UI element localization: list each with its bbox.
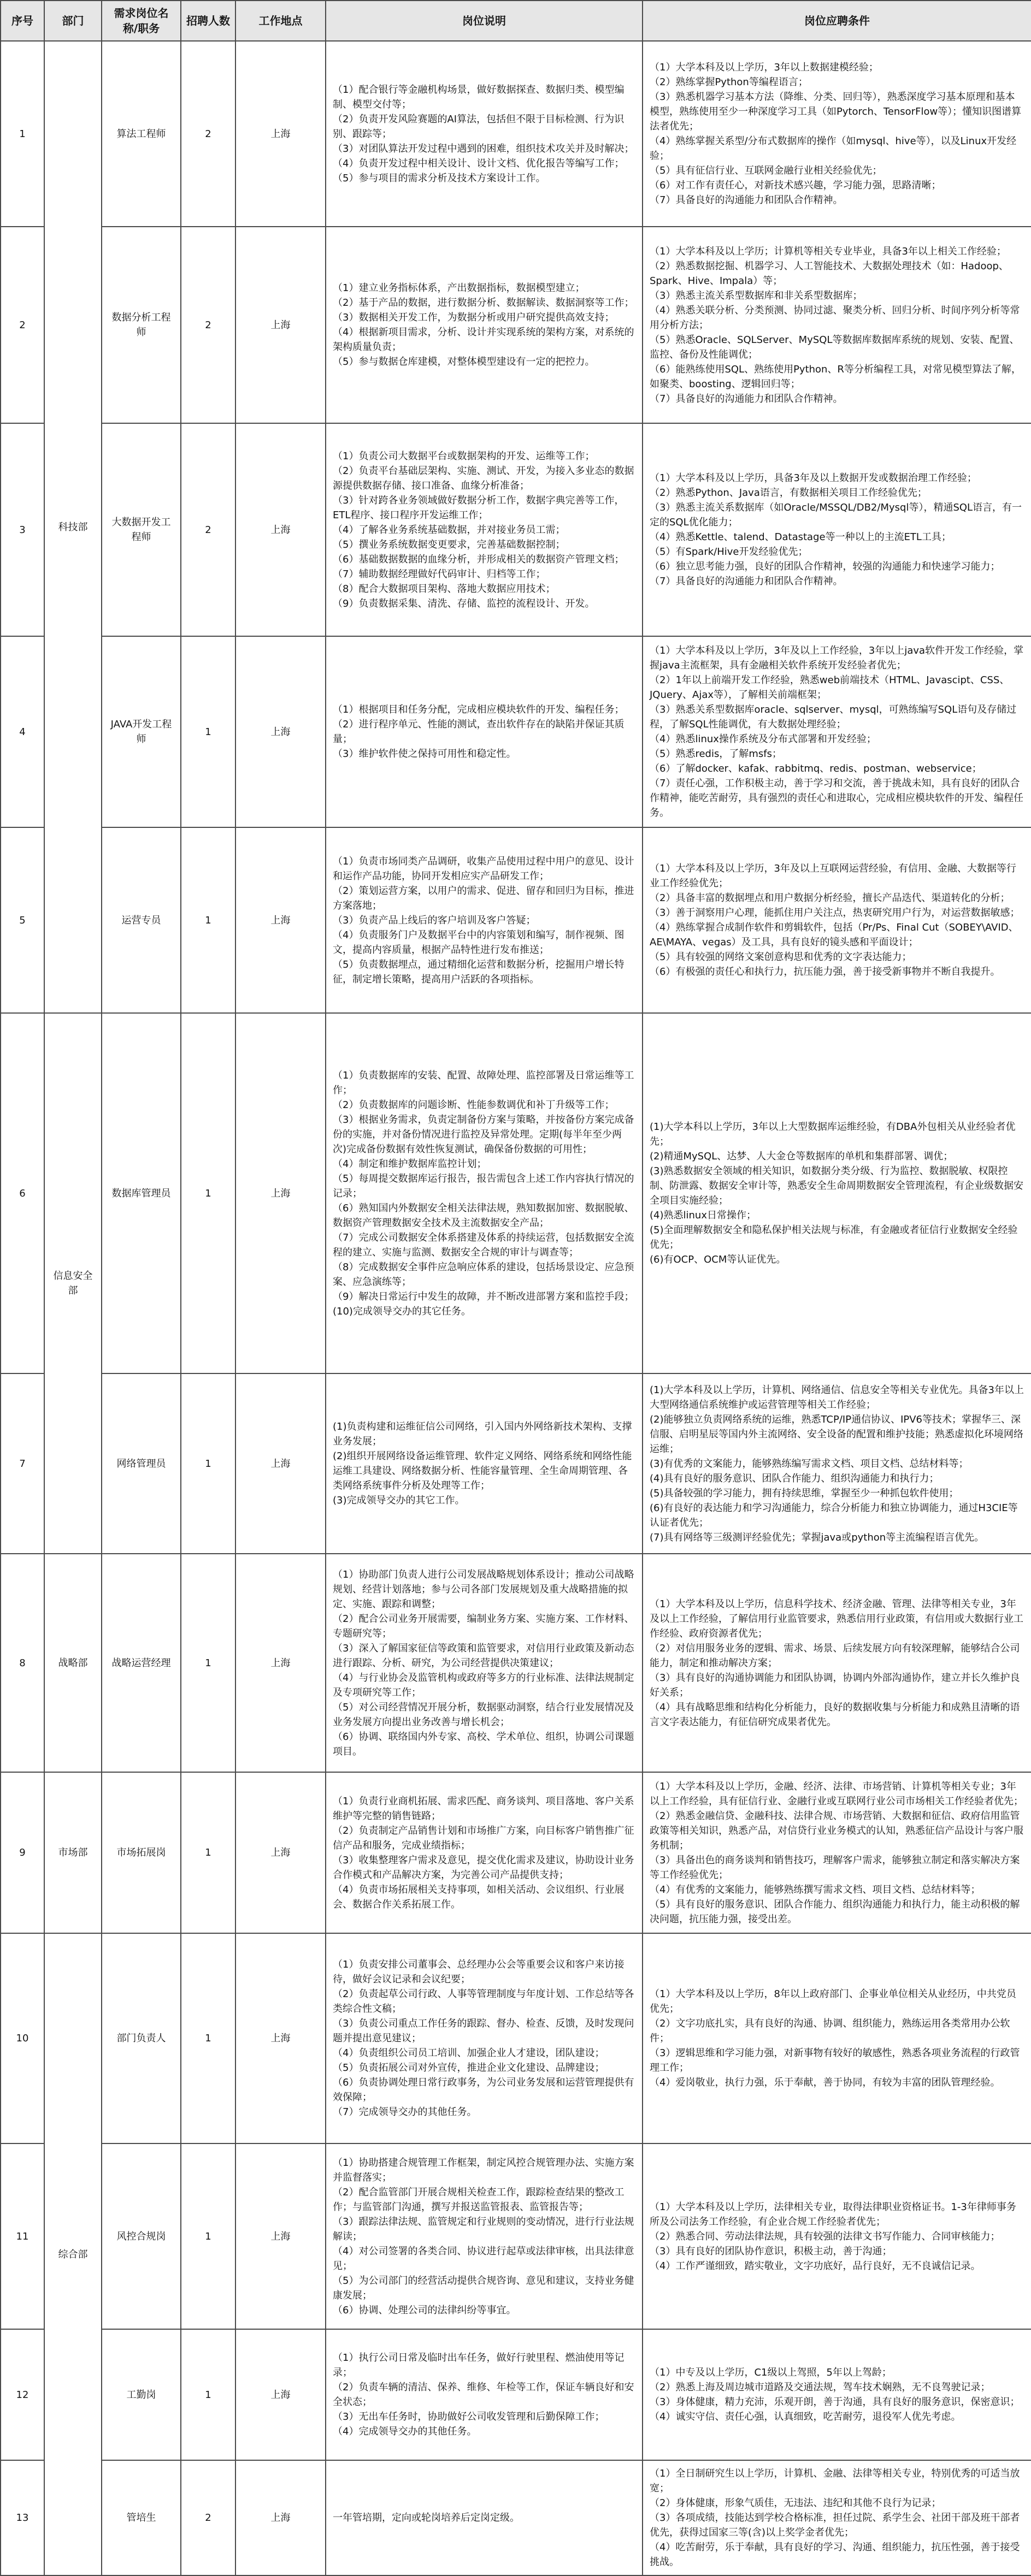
row-number: 6 (1, 1013, 44, 1373)
headcount: 2 (181, 2460, 235, 2575)
job-description-line: （3）跟踪法律法规、监管规定和行业规则的变动情况，进行行业法规解读； (333, 2216, 634, 2242)
table-row (1, 1554, 1031, 1772)
row-number: 3 (1, 423, 44, 636)
job-description-lines (333, 1068, 635, 1319)
position-name: 算法工程师 (102, 41, 181, 227)
work-location: 上海 (235, 636, 326, 827)
job-description-line: （4）制定和维护数据库监控计划； (333, 1158, 487, 1170)
job-description-line: （1）负责行业商机拓展、需求匹配、商务谈判、项目落地、客户关系维护等完整的销售链路； (333, 1795, 634, 1822)
table-row (1, 636, 1031, 827)
job-description-line: （7）辅助数据经理做好代码审计、归档等工作； (333, 568, 546, 580)
job-description-line: （2）负责起草公司行政、人事等管理制度与年度计划、工作总结等各类综合性文稿； (333, 1988, 634, 2015)
job-description (326, 1933, 643, 2143)
job-requirements-line: （2）熟悉Python、Java语言，有数据相关项目工作经验优先； (650, 487, 927, 499)
header-position: 需求岗位名称/职务 (102, 1, 181, 41)
job-requirements-lines (650, 1383, 1024, 1545)
job-description-line: （3）维护软件使之保持可用性和稳定性。 (333, 748, 516, 760)
job-requirements-line: (6)有良好的表达能力和学习沟通能力，综合分析能力和独立协调能力，通过H3CIE等认证者优先； (650, 1502, 1018, 1529)
job-description-line: （5）对公司经营情况开展分析，数据驱动洞察，结合行业发展情况及业务发展方向提出业务改善与增长机会； (333, 1701, 634, 1728)
job-requirements-line: （5）具有良好的服务意识、团队合作能力、组织沟通能力和执行力，能主动积极的解决问题，抗压能力强，接受出差。 (650, 1898, 1020, 1925)
headcount: 1 (181, 1933, 235, 2143)
job-description-line: （5）参与数据仓库建模，对整体模型建设有一定的把控力。 (333, 356, 595, 368)
table-row (1, 2460, 1031, 2575)
job-requirements (643, 1772, 1031, 1933)
job-requirements-line: （6）了解docker、kafak、rabbitmq、redis、postman、webservice； (650, 763, 982, 774)
job-requirements-line: （5）具有较强的网络文案创意构思和优秀的文字表达能力； (650, 951, 912, 963)
job-description-line: （6）负责协调处理日常行政事务，为公司业务发展和运营管理提供有效保障； (333, 2077, 634, 2103)
job-description-lines (333, 854, 635, 987)
table-row (1, 423, 1031, 636)
job-requirements-line: （1）大学本科及以上学历，信息科学技术、经济金融、管理、法律等相关专业，3年及以上工作经验，了解信用行业监管要求，熟悉信用行业政策，有信用或大数据行业工作经验、政府资源者优先； (650, 1598, 1023, 1639)
job-description-line: (10)完成领导交办的其它任务。 (333, 1305, 471, 1317)
headcount: 1 (181, 1013, 235, 1373)
department-cell: 战略部 (44, 1554, 102, 1772)
work-location: 上海 (235, 1772, 326, 1933)
job-requirements-line: (2)精通MySQL、达梦、人大金仓等数据库的单机和集群部署、调优； (650, 1151, 953, 1162)
work-location: 上海 (235, 2329, 326, 2460)
headcount: 1 (181, 636, 235, 827)
job-description-lines (333, 281, 635, 369)
job-requirements-line: （7）具备良好的沟通能力和团队合作精神。 (650, 194, 843, 206)
job-requirements-line: (7)具有网络等三级测评经验优先；掌握java或python等主流编程语言优先。 (650, 1531, 985, 1543)
row-number: 1 (1, 41, 44, 227)
job-requirements (643, 227, 1031, 423)
job-requirements-line: （4）爱岗敬业，执行力强，乐于奉献，善于协同，有较为丰富的团队管理经验。 (650, 2077, 1000, 2088)
job-description-line: （4）了解各业务系统基础数据，并对接业务员工需； (333, 524, 565, 536)
job-description (326, 1373, 643, 1554)
job-requirements-line: （4）有优秀的文案能力，能够熟练撰写需求文档、项目文档、总结材料等； (650, 1884, 981, 1896)
job-description (326, 827, 643, 1013)
job-requirements (643, 636, 1031, 827)
job-requirements-line: （2）熟练掌握Python等编程语言； (650, 76, 808, 88)
headcount: 1 (181, 1772, 235, 1933)
job-requirements-line: （2）文字功底扎实，具有良好的沟通、协调、组织能力，熟练运用各类常用办公软件； (650, 2018, 1010, 2044)
table-row (1, 1933, 1031, 2143)
job-requirements-line: (4)熟悉linux日常操作； (650, 1210, 756, 1221)
job-description-line: （3）根据业务需求，负责定制备份方案与策略，并按备份方案完成备份的实施，并对备份情况进行监控及异常处理。定期(每半年至少两次)完成备份数据有效性恢复测试，确保备份数据的可用性； (333, 1114, 634, 1155)
row-number: 8 (1, 1554, 44, 1772)
job-requirements-line: （4）工作严谨细致，踏实敬业，文字功底好，品行良好，无不良诚信记录。 (650, 2260, 981, 2272)
job-requirements-line: （1）全日制研究生以上学历，计算机、金融、法律等相关专业，特别优秀的可适当放宽； (650, 2468, 1020, 2494)
row-number: 11 (1, 2143, 44, 2329)
job-requirements-line: (5)具备较强的学习能力，拥有持续思维，掌握至少一种抓包软件使用； (650, 1487, 959, 1499)
job-description-line: （4）与行业协会及监管机构或政府等多方的行业标准、法律法规制定及专项研究等工作； (333, 1672, 634, 1698)
table-row (1, 827, 1031, 1013)
job-description-line: （3）对团队算法开发过程中遇到的困难，组织技术攻关并及时解决； (333, 143, 634, 155)
job-requirements-lines (650, 1987, 1024, 2090)
job-description-line: （5）参与项目的需求分析及技术方案设计工作。 (333, 172, 546, 184)
job-requirements (643, 2329, 1031, 2460)
job-requirements (643, 1933, 1031, 2143)
job-description-lines (333, 449, 635, 611)
headcount: 1 (181, 1554, 235, 1772)
row-number: 7 (1, 1373, 44, 1554)
table-row (1, 41, 1031, 227)
table-row (1, 1373, 1031, 1554)
work-location: 上海 (235, 41, 326, 227)
job-requirements-lines (650, 244, 1024, 406)
work-location: 上海 (235, 423, 326, 636)
job-requirements-line: （3）熟悉主流关系型数据库和非关系型数据库； (650, 289, 863, 301)
job-description-line: （2）配合监管部门开展合规相关检查工作，跟踪检查结果的整改工作；与监管部门沟通，撰写并报送监管报表、监管报告等； (333, 2186, 625, 2213)
job-requirements-line: （6）独立思考能力强，良好的团队合作精神，较强的沟通能力和快速学习能力； (650, 561, 1000, 572)
job-requirements-line: （3）身体健康，精力充沛，乐观开朗，善于沟通，具有良好的服务意识，保密意识； (650, 2396, 1020, 2408)
job-requirements-lines (650, 60, 1024, 208)
job-description-line: （4）负责组织公司员工培训、加强企业人才建设，团队建设； (333, 2047, 605, 2059)
job-description-line: （8）完成数据安全事件应急响应体系的建设，包括场景设定、应急预案、应急演练等； (333, 1261, 634, 1288)
job-description-line: （4）负责服务门户及数据平台中的内容策划和编写，制作视频、图文，提高内容质量，根据产品特性进行发布推送； (333, 929, 625, 956)
job-requirements-line: （1）大学本科及以上学历，8年以上政府部门、企事业单位相关从业经历，中共党员优先； (650, 1988, 1016, 2015)
job-requirements (643, 1554, 1031, 1772)
job-requirements-line: （4）诚实守信、责任心强，认真细致，吃苦耐劳，退役军人优先考虑。 (650, 2411, 961, 2423)
job-description-line: （4）根据新项目需求，分析、设计并实现系统的架构方案，对系统的架构质量负责； (333, 327, 634, 353)
job-description-line: （3）负责公司重点工作任务的跟踪、督办、检查、反馈，及时发现问题并提出意见建议； (333, 2018, 634, 2044)
job-description-line: （1）负责安排公司董事会、总经理办公会等重要会议和客户来访接待，做好会议记录和会议纪要； (333, 1959, 625, 1985)
job-description-lines (333, 1419, 635, 1508)
job-description-line: （1）配合银行等金融机构场景，做好数据探查、数据归类、模型编制、模型交付等； (333, 84, 625, 110)
job-requirements (643, 1373, 1031, 1554)
job-requirements-lines (650, 2200, 1024, 2273)
table-row (1, 2329, 1031, 2460)
work-location: 上海 (235, 1554, 326, 1772)
job-description-line: （9）解决日常运行中发生的故障，并不断改进部署方案和监控手段； (333, 1290, 634, 1302)
job-description-line: （3）深入了解国家征信等政策和监管要求，对信用行业政策及新动态进行跟踪、分析、研究，为公司经营提供决策建议； (333, 1642, 634, 1669)
job-requirements-line: （7）责任心强，工作积极主动，善于学习和交流，善于挑战未知，具有良好的团队合作精神，能吃苦耐劳，具有强烈的责任心和进取心，完成相应模块软件的开发、编程任务。 (650, 778, 1023, 819)
job-requirements-line: (3)熟悉数据安全领域的相关知识，如数据分类分级、行为监控、数据脱敏、权限控制、防泄露、数据安全审计等，熟悉安全生命周期数据安全管理流程，有企业级数据安全项目实施经验； (650, 1165, 1023, 1206)
row-number: 10 (1, 1933, 44, 2143)
job-requirements-line: （3）熟悉机器学习基本方法（降维、分类、回归等），熟悉深度学习基本原理和基本模型，熟练使用至少一种深度学习工具（如Pytorch、TensorFlow等）；懂知识图谱算法者优先； (650, 91, 1022, 132)
job-description-line: （3）针对跨各业务领域做好数据分析工作，数据字典完善等工作，ETL程序、接口程序开发运维工作； (333, 494, 625, 521)
table-row (1, 2143, 1031, 2329)
headcount: 1 (181, 2329, 235, 2460)
job-requirements-lines (650, 861, 1024, 979)
job-requirements-line: (1)大学本科及以上学历，计算机、网络通信、信息安全等相关专业优先。具备3年以上大型网络通信系统维护或运营管理等相关工作经验； (650, 1384, 1024, 1411)
job-requirements-line: （6）能熟练使用SQL、熟练使用Python、R等分析编程工具，对常见模型算法了解，如聚类、boosting、逻辑回归等； (650, 363, 1021, 390)
job-description-lines (333, 1794, 635, 1912)
job-requirements-line: （5）熟悉Oracle、SQLServer、MySQL等数据库数据库系统的规划、安装、配置、监控、备份及性能调优； (650, 334, 1020, 360)
job-requirements-line: （2）熟悉上海及周边城市道路及交通法规，驾车技术娴熟，无不良驾驶记录； (650, 2382, 991, 2393)
job-description-line: （3）收集整理客户需求及意见，提交优化需求及建议，协助设计业务合作模式和产品解决方案，为完善公司产品提供支持； (333, 1854, 634, 1881)
row-number: 4 (1, 636, 44, 827)
job-requirements-line: （7）具备良好的沟通能力和团队合作精神。 (650, 576, 843, 587)
position-name: 市场拓展岗 (102, 1772, 181, 1933)
department-cell: 科技部 (44, 41, 102, 1013)
job-description-line: （2）基于产品的数据，进行数据分析、数据解读、数据洞察等工作； (333, 297, 634, 309)
job-requirements-line: （6）对工作有责任心，对新技术感兴趣，学习能力强，思路清晰； (650, 180, 941, 191)
position-name: JAVA开发工程师 (102, 636, 181, 827)
job-description-line: （6）协调、联络国内外专家、高校、学术单位、组织，协调公司课题项目。 (333, 1731, 634, 1757)
job-requirements-line: （2）熟悉合同、劳动法律法规，具有较强的法律文书写作能力、合同审核能力； (650, 2230, 1000, 2242)
table-row (1, 227, 1031, 423)
row-number: 9 (1, 1772, 44, 1933)
job-description (326, 636, 643, 827)
job-requirements (643, 41, 1031, 227)
job-description-line: （6）熟知国内外数据安全相关法律法规，熟知数据加密、数据脱敏、数据资产管理数据安全技术及主流数据安全产品； (333, 1202, 634, 1229)
job-requirements-line: （4）熟练掌握合成制作软件和剪辑软件，包括（Pr/Ps、Final Cut（SOBEY\AVID、AE\MAYA、vegas）及工具，具有良好的镜头感和平面设计； (650, 922, 1018, 948)
header-location: 工作地点 (235, 1, 326, 41)
job-requirements-lines (650, 2466, 1024, 2569)
job-description-line: (3)完成领导交办的其它工作。 (333, 1495, 465, 1506)
job-description-lines (333, 1957, 635, 2119)
job-description-line: （9）负责数据采集、清洗、存储、监控的流程设计、开发。 (333, 597, 595, 609)
header-dept: 部门 (44, 1, 102, 41)
job-description-line: （2）负责开发风险赛题的AI算法，包括但不限于目标检测、行为识别、跟踪等； (333, 113, 625, 140)
job-requirements-lines (650, 471, 1024, 589)
job-description-line: （2）负责数据库的问题诊断、性能参数调优和补丁升级等工作； (333, 1099, 615, 1111)
job-description (326, 2460, 643, 2575)
position-name: 运营专员 (102, 827, 181, 1013)
job-description-line: （3）数据相关开发工作，为数据分析或用户研究提供高效支持； (333, 312, 615, 323)
job-requirements-line: （3）善于洞察用户心理，能抓住用户关注点，热衷研究用户行为，对运营数据敏感； (650, 907, 1020, 919)
job-description (326, 1772, 643, 1933)
job-requirements (643, 2143, 1031, 2329)
work-location: 上海 (235, 2143, 326, 2329)
position-name: 网络管理员 (102, 1373, 181, 1554)
job-description-line: （4）负责市场拓展相关支持事项，如相关活动、会议组织、行业展会、数据合作关系拓展工作。 (333, 1884, 625, 1910)
work-location: 上海 (235, 1373, 326, 1554)
job-description-line: （4）完成领导交办的其他任务。 (333, 2426, 477, 2437)
job-requirements-line: （3）具有良好的沟通协调能力和团队协调，协调内外部沟通协作，建立并长久维护良好关系； (650, 1672, 1020, 1698)
headcount: 1 (181, 827, 235, 1013)
job-description-line: （4）负责开发过程中相关设计、设计文档、优化报告等编写工作； (333, 157, 625, 169)
job-requirements-lines (650, 1597, 1024, 1730)
headcount: 1 (181, 1373, 235, 1554)
job-requirements-line: （7）具备良好的沟通能力和团队合作精神。 (650, 393, 843, 405)
job-description-line: （8）配合大数据项目架构、落地大数据应用技术； (333, 583, 556, 595)
job-description-line: （2）负责平台基础层架构、实施、测试、开发，为接入多业态的数据源提供数据存储、接口准备、血缘分析准备； (333, 465, 634, 491)
header-description: 岗位说明 (326, 1, 643, 41)
headcount: 1 (181, 2143, 235, 2329)
row-number: 5 (1, 827, 44, 1013)
row-number: 13 (1, 2460, 44, 2575)
job-requirements-line: （3）逻辑思维和学习能力强，对新事物有较好的敏感性，熟悉各项业务流程的行政管理工作； (650, 2047, 1020, 2074)
job-requirements-line: （5）有Spark/Hive开发经验优先； (650, 546, 808, 558)
job-description (326, 41, 643, 227)
job-description-line: （7）完成公司数据安全体系搭建及体系的持续运营，包括数据安全流程的建立、实施与监测、数据安全合规的审计与调查等； (333, 1231, 634, 1258)
job-description-line: （2）策划运营方案，以用户的需求、促进、留存和回归为目标，推进方案落地； (333, 885, 634, 911)
job-requirements-line: （3）各项成绩，技能达到学校合格标准，担任过院、系学生会、社团干部及班干部者优先，获得过国家三等(含)以上奖学金者优先； (650, 2512, 1020, 2538)
work-location: 上海 (235, 827, 326, 1013)
job-requirements-line: （3）熟悉主流关系数据库（如Oracle/MSSQL/DB2/Mysql等），精通SQL语言，有一定的SQL优化能力； (650, 502, 1022, 528)
job-description-line: （2）负责车辆的清洁、保养、维修、年检等工作，保证车辆良好和安全状态； (333, 2382, 634, 2408)
job-description-line: （1）负责市场同类产品调研，收集产品使用过程中用户的意见、设计和运作产品功能，协同开发相应实产品研发工作； (333, 855, 634, 882)
job-requirements-line: （2）熟悉数据挖掘、机器学习、人工智能技术、大数据处理技术（如：Hadoop、Spark、Hive、Impala）等； (650, 260, 1009, 287)
job-requirements-line: （1）大学本科及以上学历，金融、经济、法律、市场营销、计算机等相关专业；3年以上工作经验，具有征信行业、金融行业或互联网行业公司市场相关工作经验者优先； (650, 1780, 1023, 1807)
job-description (326, 1013, 643, 1373)
job-requirements-line: （2）对信用服务业务的逻辑、需求、场景、后续发展方向有较深理解，能够结合公司能力，制定和推动解决方案； (650, 1642, 1020, 1669)
department-cell: 信息安全部 (44, 1013, 102, 1554)
job-requirements (643, 827, 1031, 1013)
job-description-line: （1）协助搭建合规管理工作框架，制定风控合规管理办法、实施方案并监督落实； (333, 2157, 634, 2183)
header-requirements: 岗位应聘条件 (643, 1, 1031, 41)
job-requirements-line: （3）具备出色的商务谈判和销售技巧，理解客户需求，能够独立制定和落实解决方案等工作经验优先； (650, 1854, 1020, 1881)
job-description-line: （2）配合公司业务开展需要，编制业务方案、实施方案、工作材料、专题研究等； (333, 1613, 634, 1639)
position-name: 工勤岗 (102, 2329, 181, 2460)
table-header-row (1, 1, 1031, 41)
job-description-line: （6）基础数据数据的血缘分析，并形成相关的数据资产管理文档； (333, 553, 625, 565)
job-description (326, 2329, 643, 2460)
job-requirements-line: (5)全面理解数据安全和隐私保护相关法规与标准，有金融或者征信行业数据安全经验优先； (650, 1224, 1018, 1251)
job-description-line: （1）执行公司日常及临时出车任务，做好行驶里程、燃油使用等记录； (333, 2352, 625, 2378)
job-requirements-line: (2)能够独立负责网络系统的运维，熟悉TCP/IP通信协议、IPV6等技术；掌握华三、深信服、启明星辰等国内外主流网络、安全设备的配置和维护技能；熟悉虚拟化环境网络运维； (650, 1413, 1023, 1455)
job-description-line: （7）完成领导交办的其他任务。 (333, 2106, 477, 2118)
job-description-line: （1）根据项目和任务分配，完成相应模块软件的开发、编程任务； (333, 704, 625, 715)
job-requirements-line: （2）身体健康，形象气质佳，无违法、违纪和其他不良行为记录； (650, 2497, 941, 2509)
job-description-line: （5）负责数据埋点，通过精细化运营和数据分析，挖掘用户增长特征，制定增长策略，提高用户活跃的各项指标。 (333, 958, 625, 985)
work-location: 上海 (235, 2460, 326, 2575)
job-requirements-line: （1）大学本科及以上学历，具备3年及以上数据开发或数据治理工作经验； (650, 472, 977, 484)
job-description-line: （4）对公司签署的各类合同、协议进行起草或法律审核，出具法律意见； (333, 2245, 634, 2272)
headcount: 2 (181, 227, 235, 423)
job-requirements-line: (6)有OCP、OCM等认证优先。 (650, 1254, 786, 1265)
job-description-line: （3）负责产品上线后的客户培训及客户答疑； (333, 914, 536, 926)
job-description-line: （2）负责制定产品销售计划和市场推广方案，向目标客户销售推广征信产品和服务，完成业绩指标； (333, 1825, 634, 1851)
table-row (1, 1772, 1031, 1933)
job-requirements-line: (3)有优秀的文案能力，能够熟练编写需求文档、项目文档、总结材料等； (650, 1458, 969, 1470)
position-name: 数据分析工程师 (102, 227, 181, 423)
job-requirements-line: （4）具有战略思维和结构化分析能力，良好的数据收集与分析能力和成熟且清晰的语言文字表达能力，有征信研究成果者优先。 (650, 1701, 1020, 1728)
job-description-line: （1）建立业务指标体系，产出数据指标，数据模型建立； (333, 282, 585, 294)
job-requirements-line: （4）熟练掌握关系型/分布式数据库的操作（如mysql、hive等），以及Linux开发经验； (650, 135, 1017, 162)
row-number: 2 (1, 227, 44, 423)
job-description-line: （3）无出车任务时，协助做好公司收发管理和后勤保障工作； (333, 2411, 605, 2423)
job-description-lines (333, 2155, 635, 2318)
job-description-lines (333, 702, 635, 761)
job-requirements-line: （4）吃苦耐劳，乐于奉献，具有良好的学习、沟通、组织能力，抗压性强，善于接受挑战。 (650, 2542, 1020, 2568)
job-description-line: （5）为公司部门的经营活动提供合规咨询、意见和建议，支持业务健康发展； (333, 2275, 634, 2301)
job-description-line: （5）每周提交数据库运行报告，报告需包含上述工作内容执行情况的记录； (333, 1172, 634, 1199)
job-requirements-line: （1）大学本科及以上学历，法律相关专业，取得法律职业资格证书。1-3年律师事务所及公司法务工作经验，有企业合规工作经验者优先； (650, 2201, 1016, 2228)
job-requirements-line: （6）有极强的责任心和执行力，抗压能力强，善于接受新事物并不断自我提升。 (650, 966, 1000, 978)
job-requirements-line: （1）大学本科及以上学历，3年及以上工作经验，3年以上java软件开发工作经验，掌握java主流框架，具有金融相关软件系统开发经验者优先； (650, 645, 1024, 671)
job-requirements-line: （1）中专及以上学历，C1级以上驾照，5年以上驾龄； (650, 2367, 892, 2378)
job-description-line: （6）协调、处理公司的法律纠纷等事宜。 (333, 2304, 516, 2316)
table-body (1, 41, 1031, 2575)
job-requirements-line: （2）具备丰富的数据埋点和用户数据分析经验，擅长产品迭代、渠道转化的分析； (650, 892, 1010, 904)
job-requirements-line: （5）具有征信行业、互联网金融行业相关经验优先； (650, 165, 882, 176)
job-requirements-line: （4）熟悉linux操作系统及分布式部署和开发经验； (650, 733, 876, 745)
headcount: 2 (181, 423, 235, 636)
job-description-line: （1）负责公司大数据平台或数据架构的开发、运维等工作； (333, 450, 595, 462)
job-requirements (643, 2460, 1031, 2575)
job-requirements-line: (4)具有良好的服务意识、团队合作能力、组织沟通能力和执行力； (650, 1472, 939, 1484)
job-requirements-line: （2）1年以上前端开发工作经验，熟悉web前端技术（HTML、Javascipt、CSS、JQuery、Ajax等），了解相关前端框架； (650, 674, 1010, 701)
job-description (326, 423, 643, 636)
work-location: 上海 (235, 1013, 326, 1373)
job-requirements-lines (650, 1779, 1024, 1927)
job-requirements-line: （1）大学本科及以上学历，3年及以上互联网运营经验，有信用、金融、大数据等行业工作经验优先； (650, 863, 1016, 889)
job-description-line: （5）撰业务系统数据变更要求，完善基础数据控制； (333, 538, 565, 550)
header-no: 序号 (1, 1, 44, 41)
job-requirements-lines (650, 1120, 1024, 1267)
job-description-line: （1）负责数据库的安装、配置、故障处理、监控部署及日常运维等工作； (333, 1069, 634, 1096)
job-requirements-line: （1）大学本科及以上学历；计算机等相关专业毕业，具备3年以上相关工作经验； (650, 245, 1006, 257)
job-requirements-line: （4）熟悉关联分析、分类预测、协同过滤、聚类分析、回归分析、时间序列分析等常用分析方法； (650, 304, 1020, 331)
position-name: 数据库管理员 (102, 1013, 181, 1373)
table-row (1, 1013, 1031, 1373)
headcount: 2 (181, 41, 235, 227)
position-name: 大数据开发工程师 (102, 423, 181, 636)
job-requirements-line: (1)大学本科以上学历，3年以上大型数据库运维经验，有DBA外包相关从业经验者优先； (650, 1121, 1016, 1147)
job-requirements (643, 1013, 1031, 1373)
job-description-line: （5）负责拓展公司对外宣传，推进企业文化建设、品牌建设； (333, 2062, 605, 2074)
job-description (326, 1554, 643, 1772)
work-location: 上海 (235, 227, 326, 423)
job-description (326, 2143, 643, 2329)
job-description-line: （2）进行程序单元、性能的测试，查出软件存在的缺陷并保证其质量； (333, 719, 625, 745)
job-requirements-line: （3）具有良好的团队协作意识，积极主动，善于沟通； (650, 2245, 892, 2257)
department-cell: 综合部 (44, 1933, 102, 2575)
job-requirements-lines (650, 2365, 1024, 2424)
position-name: 管培生 (102, 2460, 181, 2575)
job-description-line: 一年管培期，定向或轮岗培养后定岗定级。 (333, 2512, 520, 2524)
position-name: 部门负责人 (102, 1933, 181, 2143)
job-description (326, 227, 643, 423)
job-requirements-line: （1）大学本科及以上学历，3年以上数据建模经验； (650, 62, 879, 73)
job-requirements-lines (650, 643, 1024, 820)
row-number: 12 (1, 2329, 44, 2460)
job-description-lines (333, 2350, 635, 2439)
job-requirements-line: （4）熟悉Kettle、talend、Datastage等一种以上的主流ETL工具； (650, 531, 951, 543)
job-description-lines (333, 82, 635, 186)
department-cell: 市场部 (44, 1772, 102, 1933)
header-count: 招聘人数 (181, 1, 235, 41)
position-name: 战略运营经理 (102, 1554, 181, 1772)
job-description-line: （1）协助部门负责人进行公司发展战略规划体系设计；推动公司战略规划、经营计划落地；参与公司各部门发展规划及重大战略措施的拟定、实施、跟踪和调整； (333, 1568, 634, 1610)
job-requirements-line: （2）熟悉金融信贷、金融科技、法律合规、市场营销、大数据和征信、政府信用监管政策等相关知识，熟悉产品，对信贷行业业务模式的认知，熟悉征信产品设计与客户服务机制； (650, 1810, 1023, 1851)
job-requirements-line: （5）熟悉redis，了解msfs； (650, 748, 782, 760)
job-requirements (643, 423, 1031, 636)
position-name: 风控合规岗 (102, 2143, 181, 2329)
job-description-lines (333, 1567, 635, 1759)
job-description-line: (1)负责构建和运维征信公司网络，引入国内外网络新技术架构、支撑业务发展； (333, 1421, 632, 1447)
job-requirements-line: （3）熟悉关系型数据库oracle、sqlserver、mysql，可熟练编写SQL语句及存储过程，了解SQL性能调优，有大数据处理经验； (650, 704, 1017, 730)
job-description-line: (2)组织开展网络设备运维管理、软件定义网络、网络系统和网络性能运维工具建设、网络数据分析、性能容量管理、全生命周期管理、各类网络系统事件分析及处理等工作； (333, 1450, 632, 1491)
job-description-lines (333, 2510, 635, 2525)
work-location: 上海 (235, 1933, 326, 2143)
